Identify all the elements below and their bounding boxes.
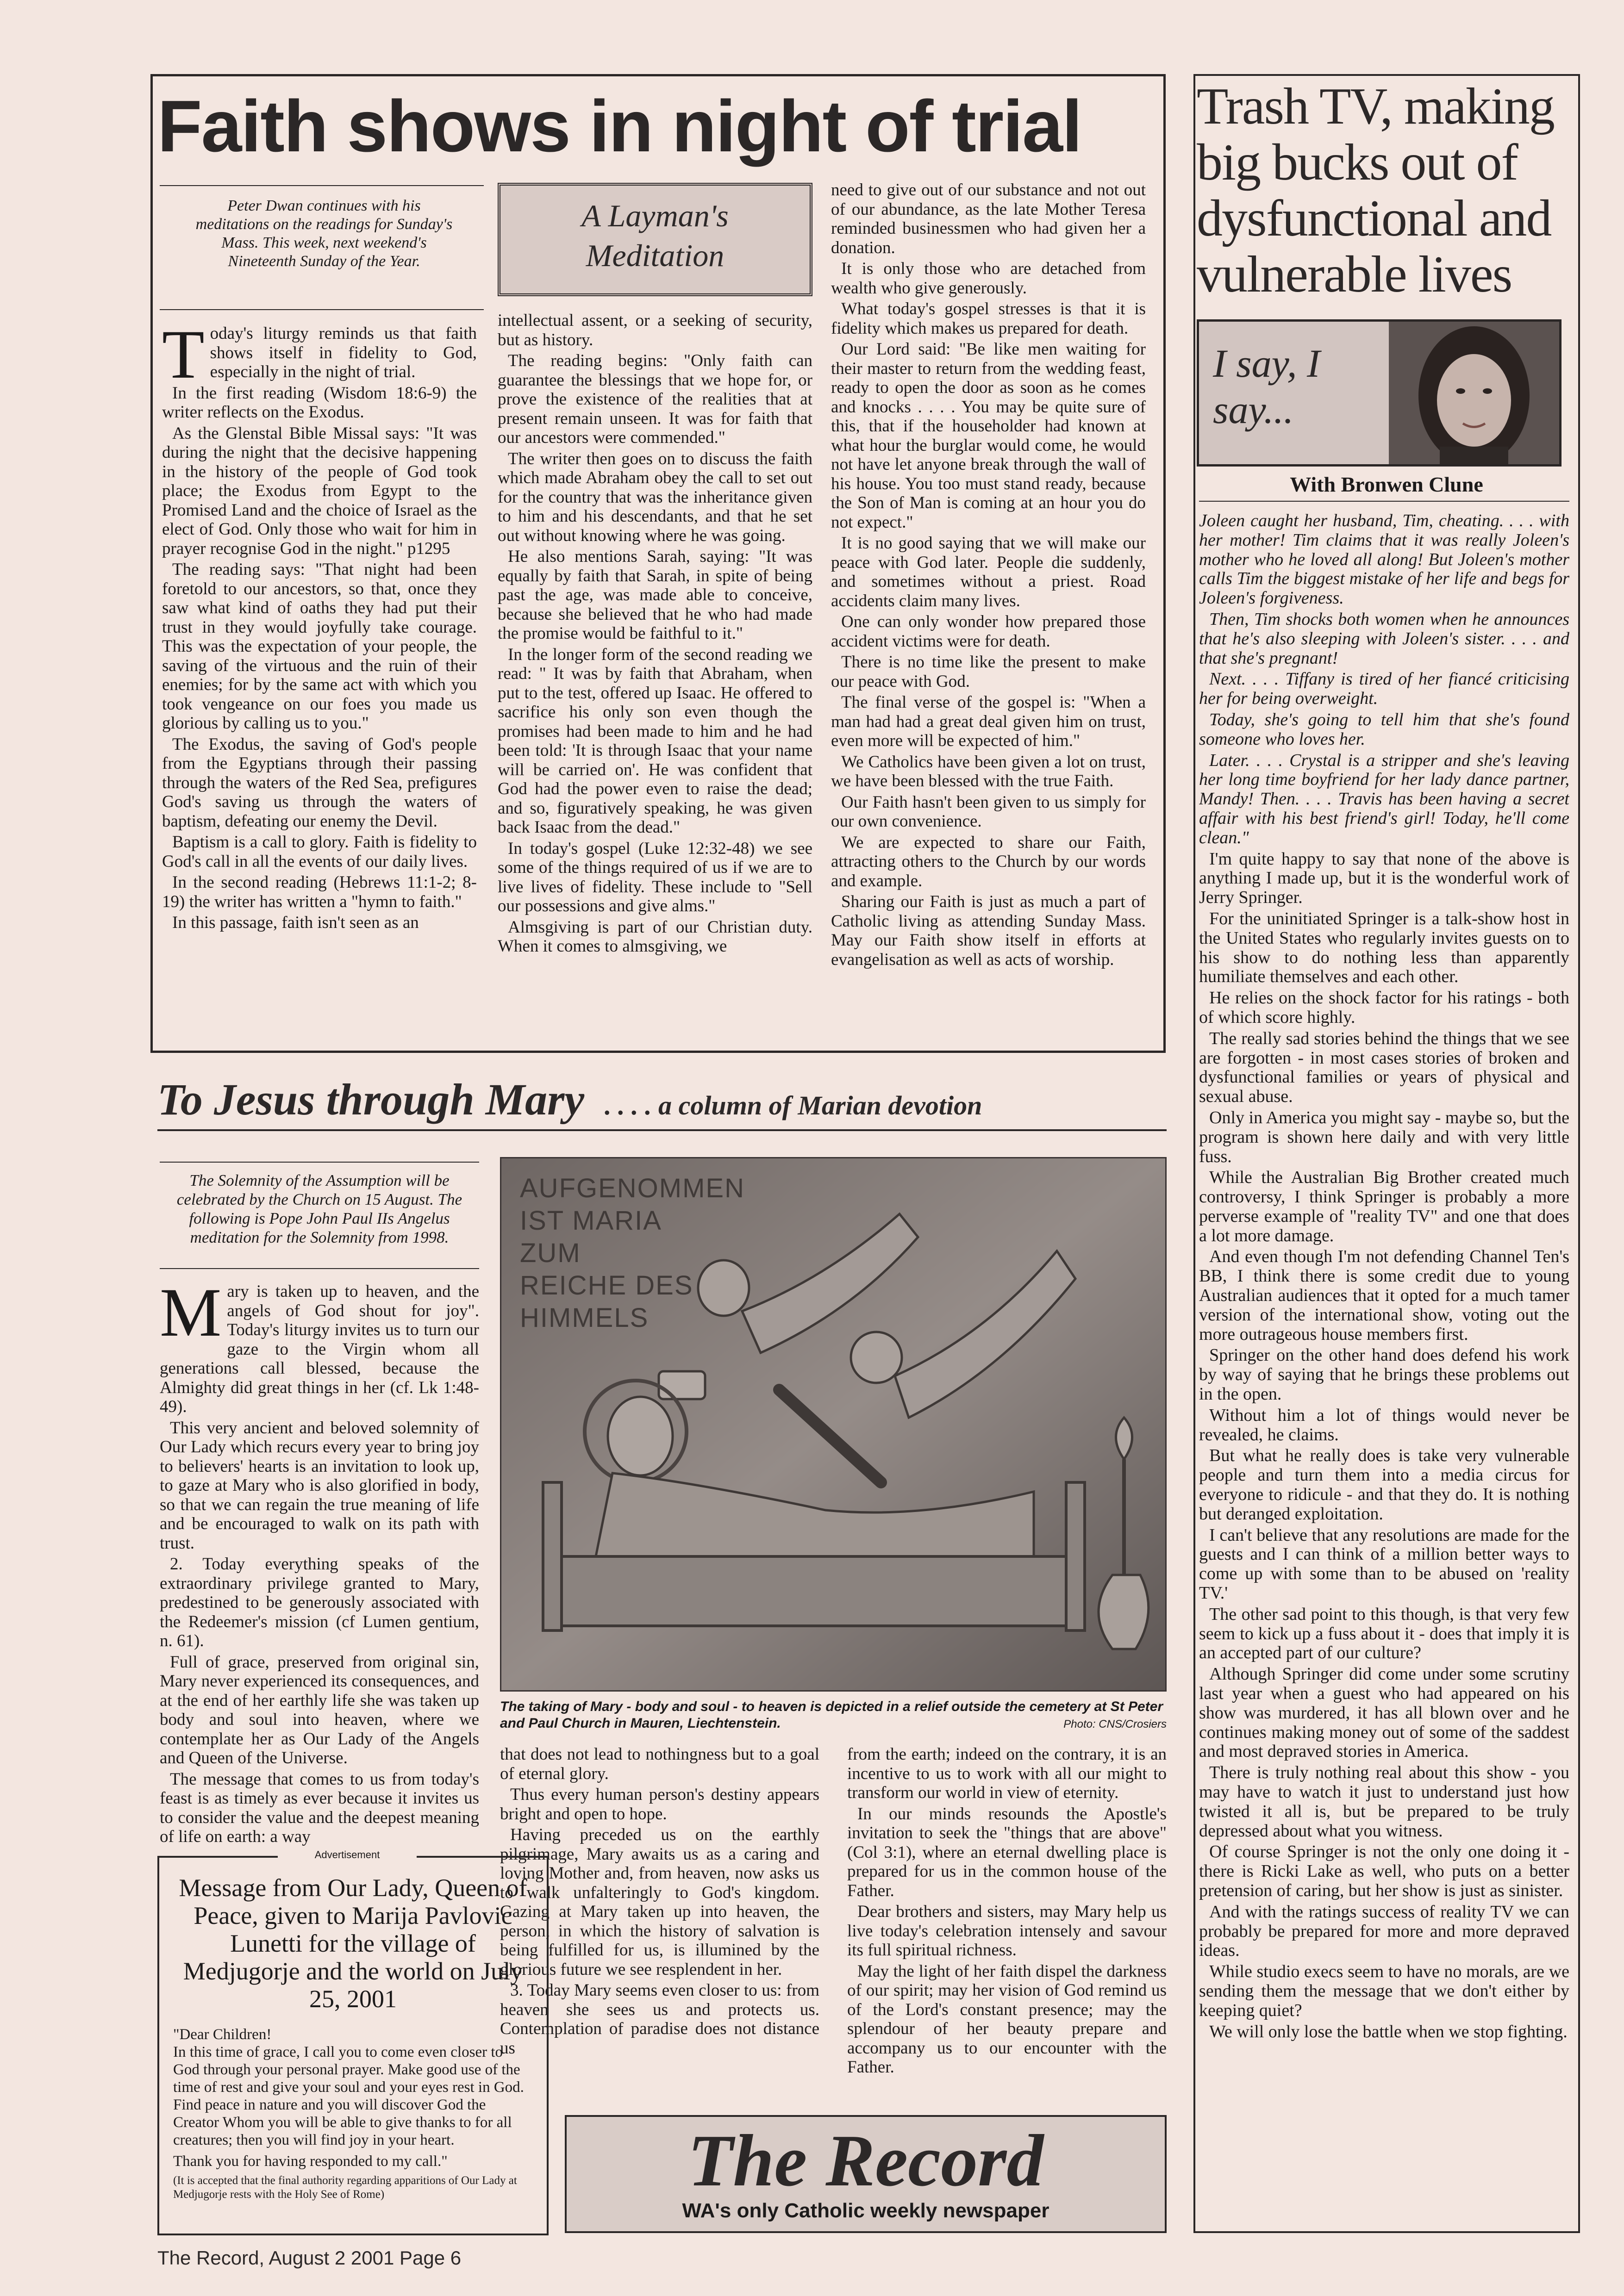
advert-title: Message from Our Lady, Queen of Peace, given to Marija Pavlovic Lunetti for the village of Medjugorje and the world on July 25, 2001 <box>179 1874 527 2013</box>
mary-para: The message that comes to us from today's feast is as timely as ever because it invites us to consider the value and the deepest meaning of life on earth: a way <box>160 1769 479 1846</box>
mary-para: Mary is taken up to heaven, and the angels of God shout for joy". Today's liturgy invites us to turn our gaze to the Virgin whom all generations call blessed, because the Almighty did great things in her (cf. Lk 1:48-49). <box>160 1282 479 1416</box>
faith-intro-rule-bottom <box>160 309 484 310</box>
trash-column-label: I say, I say... <box>1213 341 1320 432</box>
mary-headline: To Jesus through Mary <box>157 1075 585 1124</box>
faith-para: We are expected to share our Faith, attracting others to the Church by our words and example. <box>831 833 1146 890</box>
trash-italic-para: Today, she's going to tell him that she's found someone who loves her. <box>1199 709 1569 749</box>
faith-para: Today's liturgy reminds us that faith shows itself in fidelity to God, especially in the night of trial. <box>162 324 477 393</box>
faith-para: In this passage, faith isn't seen as an <box>172 913 419 932</box>
faith-para: Our Faith hasn't been given to us simply for our own convenience. <box>831 792 1146 831</box>
trash-para: I can't believe that any resolutions are made for the guests and I can think of a million better ways to come up with some than to be abused on 'reality TV.' <box>1199 1525 1569 1603</box>
trash-para: And even though I'm not defending Channel Ten's BB, I think there is some credit due to young Australian audiences that it opted for a much tamer version of the international show, voting out the more outrageous house members first. <box>1199 1247 1569 1344</box>
advert-salutation: "Dear Children! <box>173 2026 272 2043</box>
faith-para: Sharing our Faith is just as much a part of Catholic living as attending Sunday Mass. May our Faith show itself in efforts at evangelisation as well as acts of worship. <box>831 892 1146 969</box>
faith-para: intellectual assent, or a seeking of security, but as history. <box>498 311 812 349</box>
trash-para: Only in America you might say - maybe so, but the program is shown here daily and with very little fuss. <box>1199 1108 1569 1166</box>
mary-col-3 <box>847 1745 1167 2115</box>
faith-para: In the longer form of the second reading we read: " It was by faith that Abraham, when put to the test, offered up Isaac. He offered to sacrifice his only son even though the promises had been made to him and he had been told: 'It is through Isaac that your name will be carried on'. He was confident that God had the power even to raise the dead; and so, figuratively speaking, he was given back Isaac from the dead." <box>498 645 812 837</box>
trash-para: While studio execs seem to have no morals, are we sending them the message that we don't either by keeping quiet? <box>1199 1962 1569 2020</box>
masthead-name: The Record <box>687 2119 1044 2202</box>
mary-intro-rule-top <box>160 1162 479 1163</box>
mary-para: This very ancient and beloved solemnity of Our Lady which recurs every year to bring joy to believers' hearts is an invitation to look up, to gaze at Mary who is also glorified in body, so that we can regain the true meaning of life and be encouraged to walk on its path with trust. <box>160 1418 479 1553</box>
mary-headline-row <box>157 1074 1167 1125</box>
faith-para: There is no time like the present to make our peace with God. <box>831 653 1146 691</box>
trash-italic-para: Next. . . . Tiffany is tired of her fiancé criticising her for being overweight. <box>1199 669 1569 709</box>
advert-closing: Thank you for having responded to my call." <box>173 2153 448 2170</box>
faith-para: The final verse of the gospel is: "When a man had had a great deal given him on trust, even more will be expected of him." <box>831 693 1146 750</box>
faith-col-3 <box>831 180 1146 1047</box>
trash-headline: Trash TV, making big bucks out of dysfunctional and vulnerable lives <box>1197 78 1554 303</box>
faith-para: The writer then goes on to discuss the faith which made Abraham obey the call to set out for the country that was the inheritance given to him and his descendants, and that he set out without knowing where he was going. <box>498 449 812 545</box>
masthead-tagline: WA's only Catholic weekly newspaper <box>682 2199 1049 2222</box>
faith-para: In the second reading (Hebrews 11:1-2; 8-19) the writer has written a "hymn to faith." <box>162 873 477 911</box>
trash-para: Without him a lot of things would never be revealed, he claims. <box>1199 1405 1569 1444</box>
columnist-portrait <box>1389 322 1559 464</box>
trash-para: The other sad point to this though, is that very few seem to kick up a fuss about it - does that imply it is an accepted part of our culture? <box>1199 1604 1569 1663</box>
mary-para: May the light of her faith dispel the darkness of our spirit; may her vision of God remind us of the Lord's constant presence; may the splendour of her beauty prepare and accompany us to our encounter with the Father. <box>847 1961 1167 2077</box>
record-masthead <box>565 2115 1167 2233</box>
faith-para: The reading says: "That night had been foretold to our ancestors, so that, once they saw what kind of oaths they had put their trust in they would joyfully take courage. This was the expectation of your people, the saving of the virtuous and the ruin of their enemies; for by the same act with which you took vengeance on our foes you made us glorious by calling us to you." <box>162 560 477 733</box>
trash-column-label-box <box>1197 319 1562 467</box>
mary-col-1 <box>160 1282 479 1849</box>
faith-col-2 <box>498 311 812 1047</box>
faith-para: In the first reading (Wisdom 18:6-9) the writer reflects on the Exodus. <box>162 383 477 422</box>
mary-intro: The Solemnity of the Assumption will be celebrated by the Church on 15 August. The following is Pope John Paul IIs Angelus meditation for the Solemnity from 1998. <box>176 1171 462 1246</box>
faith-para: The reading begins: "Only faith can guarantee the blessings that we hope for, or prove the existence of the realities that at present remain unseen. It was for faith that our ancestors were commended." <box>498 351 812 447</box>
mary-para: Full of grace, preserved from original sin, Mary never experienced its consequences, and at the end of her earthly life she was taken up body and soul into heaven, where we contemplate her as Our Lady of the Angels and Queen of the Universe. <box>160 1652 479 1767</box>
relief-caption: The taking of Mary - body and soul - to heaven is depicted in a relief outside the cemetery at St Peter and Paul Church in Mauren, Liechtenstein. <box>500 1699 1163 1731</box>
faith-para: The Exodus, the saving of God's people from the Egyptians through their passing through the waters of the Red Sea, prefigures God's saving us through the waters of baptism, defeating our enemy the Devil. <box>162 734 477 831</box>
mary-intro-rule-bottom <box>160 1268 479 1269</box>
trash-byline-rule <box>1199 501 1569 502</box>
faith-para: Almsgiving is part of our Christian duty. When it comes to almsgiving, we <box>498 917 812 956</box>
advert-box <box>157 1856 549 2235</box>
trash-para: He relies on the shock factor for his ratings - both of which score highly. <box>1199 988 1569 1027</box>
trash-col <box>1199 511 1569 2224</box>
trash-italic-para: Then, Tim shocks both women when he announces that he's also sleeping with Joleen's sister. . . . and that she's pregnant! <box>1199 609 1569 668</box>
trash-para: And with the ratings success of reality TV we can probably be prepared for more and more depraved ideas. <box>1199 1902 1569 1960</box>
trash-para: Of course Springer is not the only one doing it - there is Ricki Lake as well, who puts on a better pretension of caring, but her show is just as sinister. <box>1199 1842 1569 1900</box>
trash-italic-para: Later. . . . Crystal is a stripper and she's leaving her long time boyfriend for her lady dance partner, Mandy! Then. . . . Travis has been having a secret affair with his best friend's girl! Today, he'll come clean." <box>1199 750 1569 847</box>
assumption-relief-photo <box>500 1157 1167 1692</box>
faith-para: It is no good saying that we will make our peace with God later. People die suddenly, and sometimes without a priest. Road accidents claim many lives. <box>831 534 1146 610</box>
faith-para: In today's gospel (Luke 12:32-48) we see some of the things required of us if we are to live lives of fidelity. These include to "Sell our possessions and give alms." <box>498 839 812 915</box>
trash-para: There is truly nothing real about this show - you may have to watch it just to understand just how twisted it all is, but be prepared to be truly depressed about what you witness. <box>1199 1763 1569 1841</box>
mary-para: 2. Today everything speaks of the extraordinary privilege granted to Mary, predestined to be generously associated with the Redeemer's mission (cf Lumen gentium, n. 61). <box>160 1555 479 1650</box>
mary-para: In our minds resounds the Apostle's invitation to seek the "things that are above" (Col 3:1), where an eternal dwelling place is prepared for us in the common house of the Father. <box>847 1804 1167 1900</box>
faith-para: He also mentions Sarah, saying: "It was equally by faith that Sarah, in spite of being past the age, was made able to conceive, because she believed that he who had made the promise would be faithful to it." <box>498 547 812 643</box>
trash-para: For the uninitiated Springer is a talk-show host in the United States who regularly invites guests on to his show to do nothing less than apparently humiliate themselves and each other. <box>1199 908 1569 987</box>
faith-para: Baptism is a call to glory. Faith is fidelity to God's call in all the events of our daily lives. <box>162 833 477 871</box>
faith-column-label-box <box>498 183 812 296</box>
faith-para: Our Lord said: "Be like men waiting for their master to return from the wedding feast, ready to open the door as soon as he comes and knocks . . . . You may be quite sure of this, that if the householder had known at what hour the burglar would come, he would not have let anyone break through the wall of his house. You too must stand ready, because the Son of Man is coming at an hour you do not expect." <box>831 340 1146 532</box>
trash-para: While the Australian Big Brother created much controversy, I think Springer is probably a more perverse example of "reality TV" and one that does a lot more damage. <box>1199 1168 1569 1245</box>
trash-italic-para: Joleen caught her husband, Tim, cheating. . . . with her mother! Tim claims that it was really Joleen's mother who he loved all along! But Joleen's mother calls Tim the biggest mistake of her life and begs for Joleen's forgiveness. <box>1199 511 1569 608</box>
trash-para: Although Springer did come under some scrutiny last year when a guest who had appeared on his show was murdered, it has all blown over and he continues making money out of some of the saddest and most depraved stories in America. <box>1199 1664 1569 1761</box>
faith-intro-rule-top <box>160 185 484 186</box>
trash-para: Springer on the other hand does defend his work by way of saying that he brings these problems out in the open. <box>1199 1345 1569 1404</box>
trash-para: The really sad stories behind the things that we see are forgotten - in most cases stories of broken and dysfunctional families or years of physical and sexual abuse. <box>1199 1028 1569 1107</box>
columnist-photo <box>1389 322 1559 464</box>
mary-para: 3. Today Mary seems even closer to us: from heaven she sees us and protects us. Contemplation of paradise does not distance us <box>500 1981 819 2058</box>
mary-para: Dear brothers and sisters, may Mary help us live today's celebration intensely and savour its full spiritual richness. <box>847 1902 1167 1960</box>
trash-para: But what he really does is take very vulnerable people and turn them into a media circus for everyone to ridicule - and that they do. It is nothing but deranged exploitation. <box>1199 1446 1569 1524</box>
trash-para: We will only lose the battle when we stop fighting. <box>1209 2022 1568 2041</box>
faith-para: need to give out of our substance and not out of our abundance, as the late Mother Teresa reminded businessmen who had given her a donation. <box>831 180 1146 257</box>
relief-inscription: AUFGENOMMEN IST MARIA ZUM REICHE DES HIMMELS <box>520 1173 745 1333</box>
photo-credit: Photo: CNS/Crosiers <box>1063 1718 1167 1730</box>
trash-para: I'm quite happy to say that none of the above is anything I made up, but it is the wonderful work of Jerry Springer. <box>1199 849 1569 908</box>
faith-intro: Peter Dwan continues with his meditations on the readings for Sunday's Mass. This week, next weekend's Nineteenth Sunday of the Year. <box>195 197 453 270</box>
advert-note: (It is accepted that the final authority regarding apparitions of Our Lady at Medjugorje rests with the Holy See of Rome) <box>173 2174 517 2201</box>
mary-para: Having preceded us on the earthly pilgrimage, Mary awaits us as a caring and loving Mother and, from heaven, now asks us to walk unfalteringly to God's kingdom. Gazing at Mary taken up into heaven, the person, in which the history of salvation is being fulfilled for us, is illumined by the glorious future we see resplendent in her. <box>500 1825 819 1979</box>
advert-body: In this time of grace, I call you to come even closer to God through your personal prayer. Make good use of the time of rest and give your soul and your eyes rest in God. Find peace in nature and you will discover God the Creator Whom you will be able to give thanks to for all creatures; then you will find joy in your heart. <box>173 2044 524 2148</box>
faith-para: What today's gospel stresses is that it is fidelity which makes us prepared for death. <box>831 299 1146 338</box>
faith-para: As the Glenstal Bible Missal says: "It was during the night that the decisive happening in the history of the people of God took place; the Exodus from Egypt to the Promised Land and the choice of Israel as the elect of God. Only those who wait for him in prayer recognise God in the night." p1295 <box>162 423 477 558</box>
advert-label: Advertisement <box>278 1849 417 1861</box>
mary-headline-rule <box>157 1129 1167 1131</box>
mary-subhead: . . . . a column of Marian devotion <box>605 1090 982 1120</box>
trash-byline: With Bronwen Clune <box>1290 473 1483 496</box>
faith-col-1 <box>162 324 477 1046</box>
faith-headline: Faith shows in night of trial <box>157 86 1081 167</box>
mary-para: that does not lead to nothingness but to a goal of eternal glory. <box>500 1745 819 1783</box>
mary-para: Thus every human person's destiny appears bright and open to hope. <box>500 1785 819 1823</box>
faith-para: One can only wonder how prepared those accident victims were for death. <box>831 612 1146 651</box>
faith-para: It is only those who are detached from wealth who give generously. <box>831 259 1146 298</box>
faith-column-label: A Layman's Meditation <box>581 198 729 273</box>
faith-para: We Catholics have been given a lot on trust, we have been blessed with the true Faith. <box>831 752 1146 790</box>
page-footer: The Record, August 2 2001 Page 6 <box>157 2247 462 2269</box>
mary-para: from the earth; indeed on the contrary, it is an incentive to us to work with all our might to transform our world in view of eternity. <box>847 1745 1167 1802</box>
